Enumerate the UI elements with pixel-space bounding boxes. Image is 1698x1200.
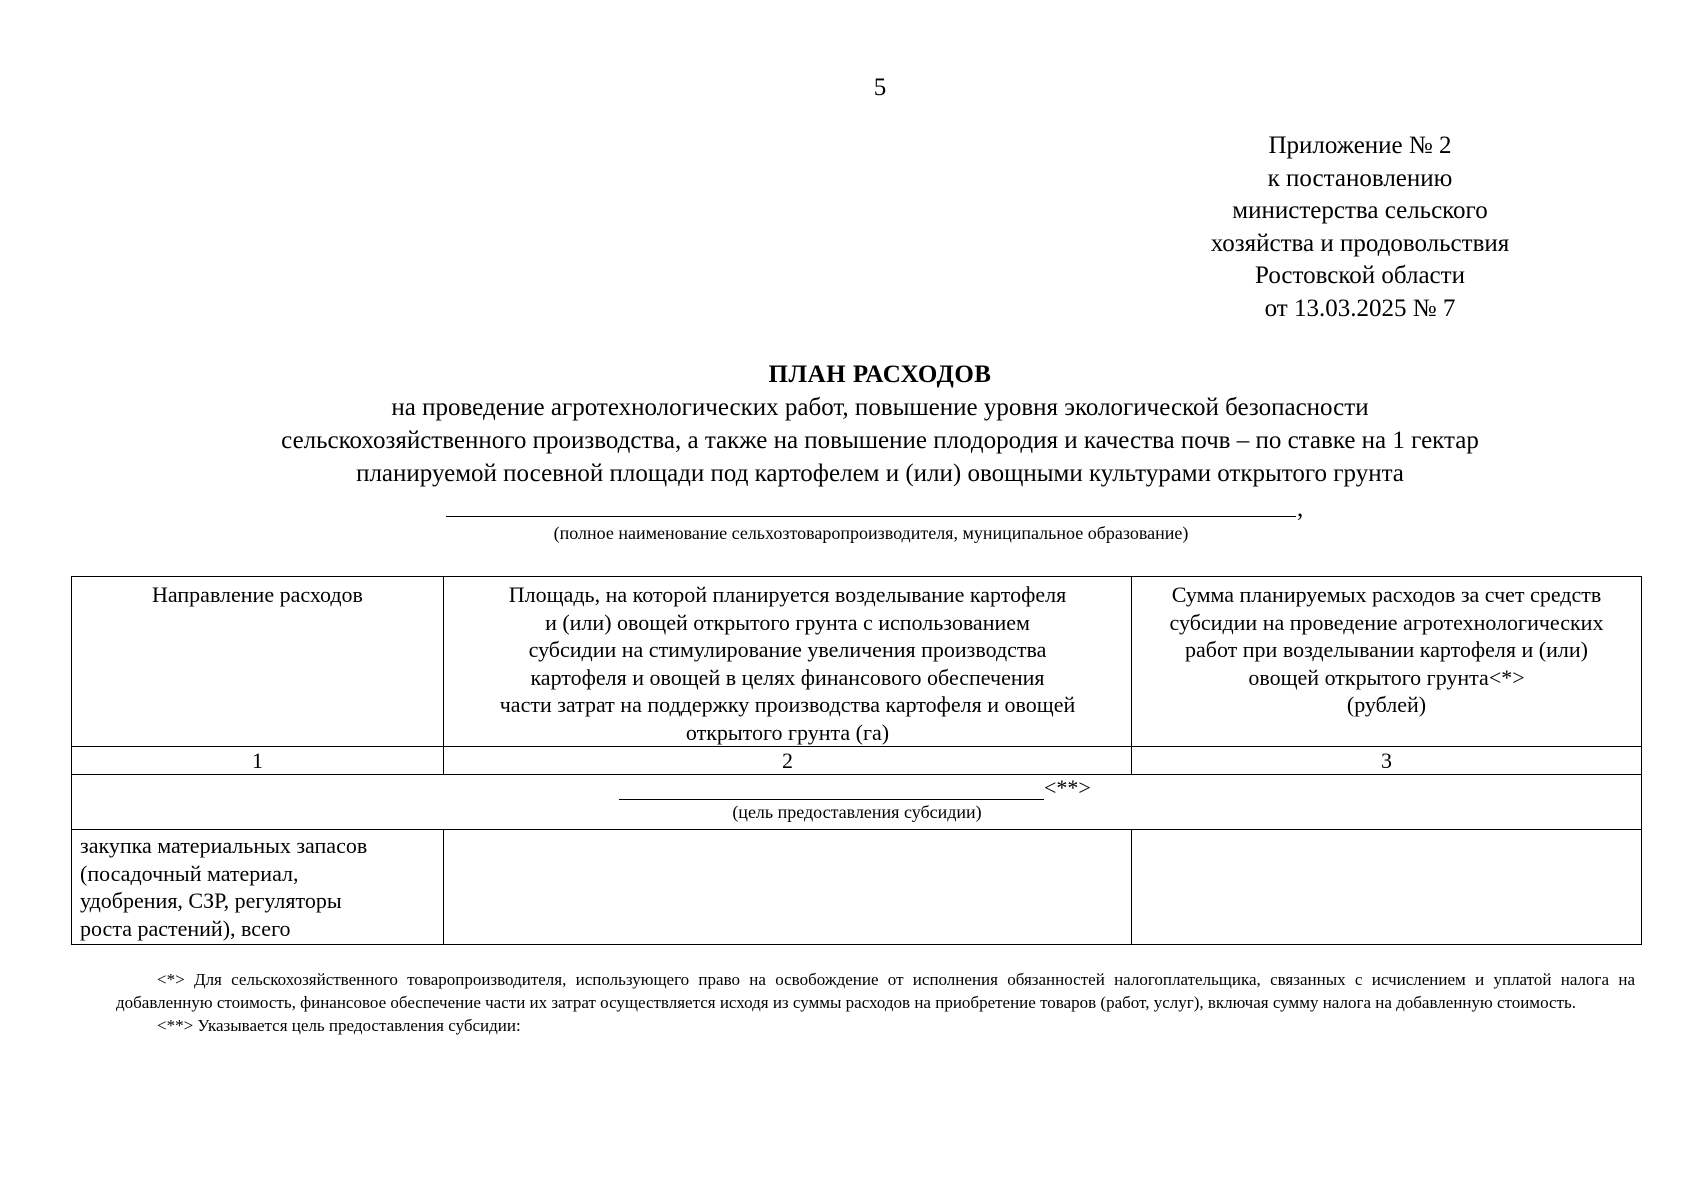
column-number: 3 [1132,747,1642,775]
header-line: овощей открытого грунта<*> [1248,664,1525,690]
header-line: субсидии на проведение агротехнологических [1169,609,1604,635]
appendix-line: Приложение № 2 [1268,132,1452,159]
appendix-line: Ростовской области [1255,262,1465,289]
row-label-line: удобрения, СЗР, регуляторы [80,888,342,913]
header-expense-direction [72,577,444,747]
subsidy-goal-cell [72,775,1642,830]
document-title: ПЛАН РАСХОДОВ [768,361,992,388]
appendix-line: от 13.03.2025 № 7 [1264,294,1456,322]
subsidy-goal-mark: <**> [1044,775,1091,800]
table-header-row [72,577,1642,747]
producer-name-field[interactable] [446,516,1296,517]
header-line: части затрат на поддержку производства картофеля и овощей [499,692,1076,717]
header-line: Сумма планируемых расходов за счет средств [1171,582,1602,607]
header-planned-amount [1132,577,1642,747]
column-number-row [72,747,1642,775]
header-line: и (или) овощей открытого грунта с использованием [545,609,1030,635]
appendix-block [1160,130,1560,325]
column-number: 1 [72,747,444,775]
row-amount-cell[interactable] [1132,830,1642,945]
header-line: работ при возделывании картофеля и (или) [1185,637,1588,662]
producer-name-caption: (полное наименование сельхозтоваропроизводителя, муниципальное образование) [553,523,1189,543]
producer-name-comma: , [1297,495,1304,522]
subtitle-line: планируемой посевной площади под картофелем и (или) овощными культурами открытого грунта [356,460,1404,487]
page-number: 5 [873,74,887,101]
header-line: (рублей) [1346,692,1427,717]
footnote-vat: <*> Для сельскохозяйственного товаропроизводителя, использующего право на освобождение от исполнения обязанностей налогоплательщика, связанных с исчислением и уплатой налога на добавленную стоимость, финансовое обеспечение части их затрат осуществляется исходя из суммы расходов на приобретение товаров (работ, услуг), включая сумму налога на добавленную стоимость. [116,970,1635,1012]
subtitle-line: на проведение агротехнологических работ, повышение уровня экологической безопасности [391,394,1369,421]
footnote-goal: <**> Указывается цель предоставления субсидии: [157,1016,521,1035]
header-planned-area [444,577,1132,747]
subsidy-goal-field[interactable] [619,799,1044,800]
row-label-line: роста растений), всего [80,915,291,941]
subsidy-goal-row [72,775,1642,830]
row-label-line: (посадочный материал, [80,860,299,886]
header-line: Площадь, на которой планируется возделывание картофеля [508,582,1067,607]
subtitle-line: сельскохозяйственного производства, а также на повышение плодородия и качества почв – по ставке на 1 гектар [281,427,1479,454]
document-subtitle [0,391,1698,490]
appendix-line: хозяйства и продовольствия [1210,229,1510,257]
column-number: 2 [444,747,1132,775]
subsidy-goal-caption: (цель предоставления субсидии) [732,802,982,822]
expense-plan-table [71,576,1642,945]
header-line: Направление расходов [152,582,363,607]
header-line: открытого грунта (га) [685,719,890,745]
footnotes [116,968,1635,1037]
appendix-line: к постановлению [1267,164,1453,192]
row-area-cell[interactable] [444,830,1132,945]
header-line: картофеля и овощей в целях финансового обеспечения [530,664,1045,690]
row-expense-direction [72,830,444,945]
row-label-line: закупка материальных запасов [80,833,368,858]
title-block [0,358,1698,490]
table-row [72,830,1642,945]
header-line: субсидии на стимулирование увеличения производства [528,637,1047,662]
appendix-line: министерства сельского [1232,197,1488,224]
